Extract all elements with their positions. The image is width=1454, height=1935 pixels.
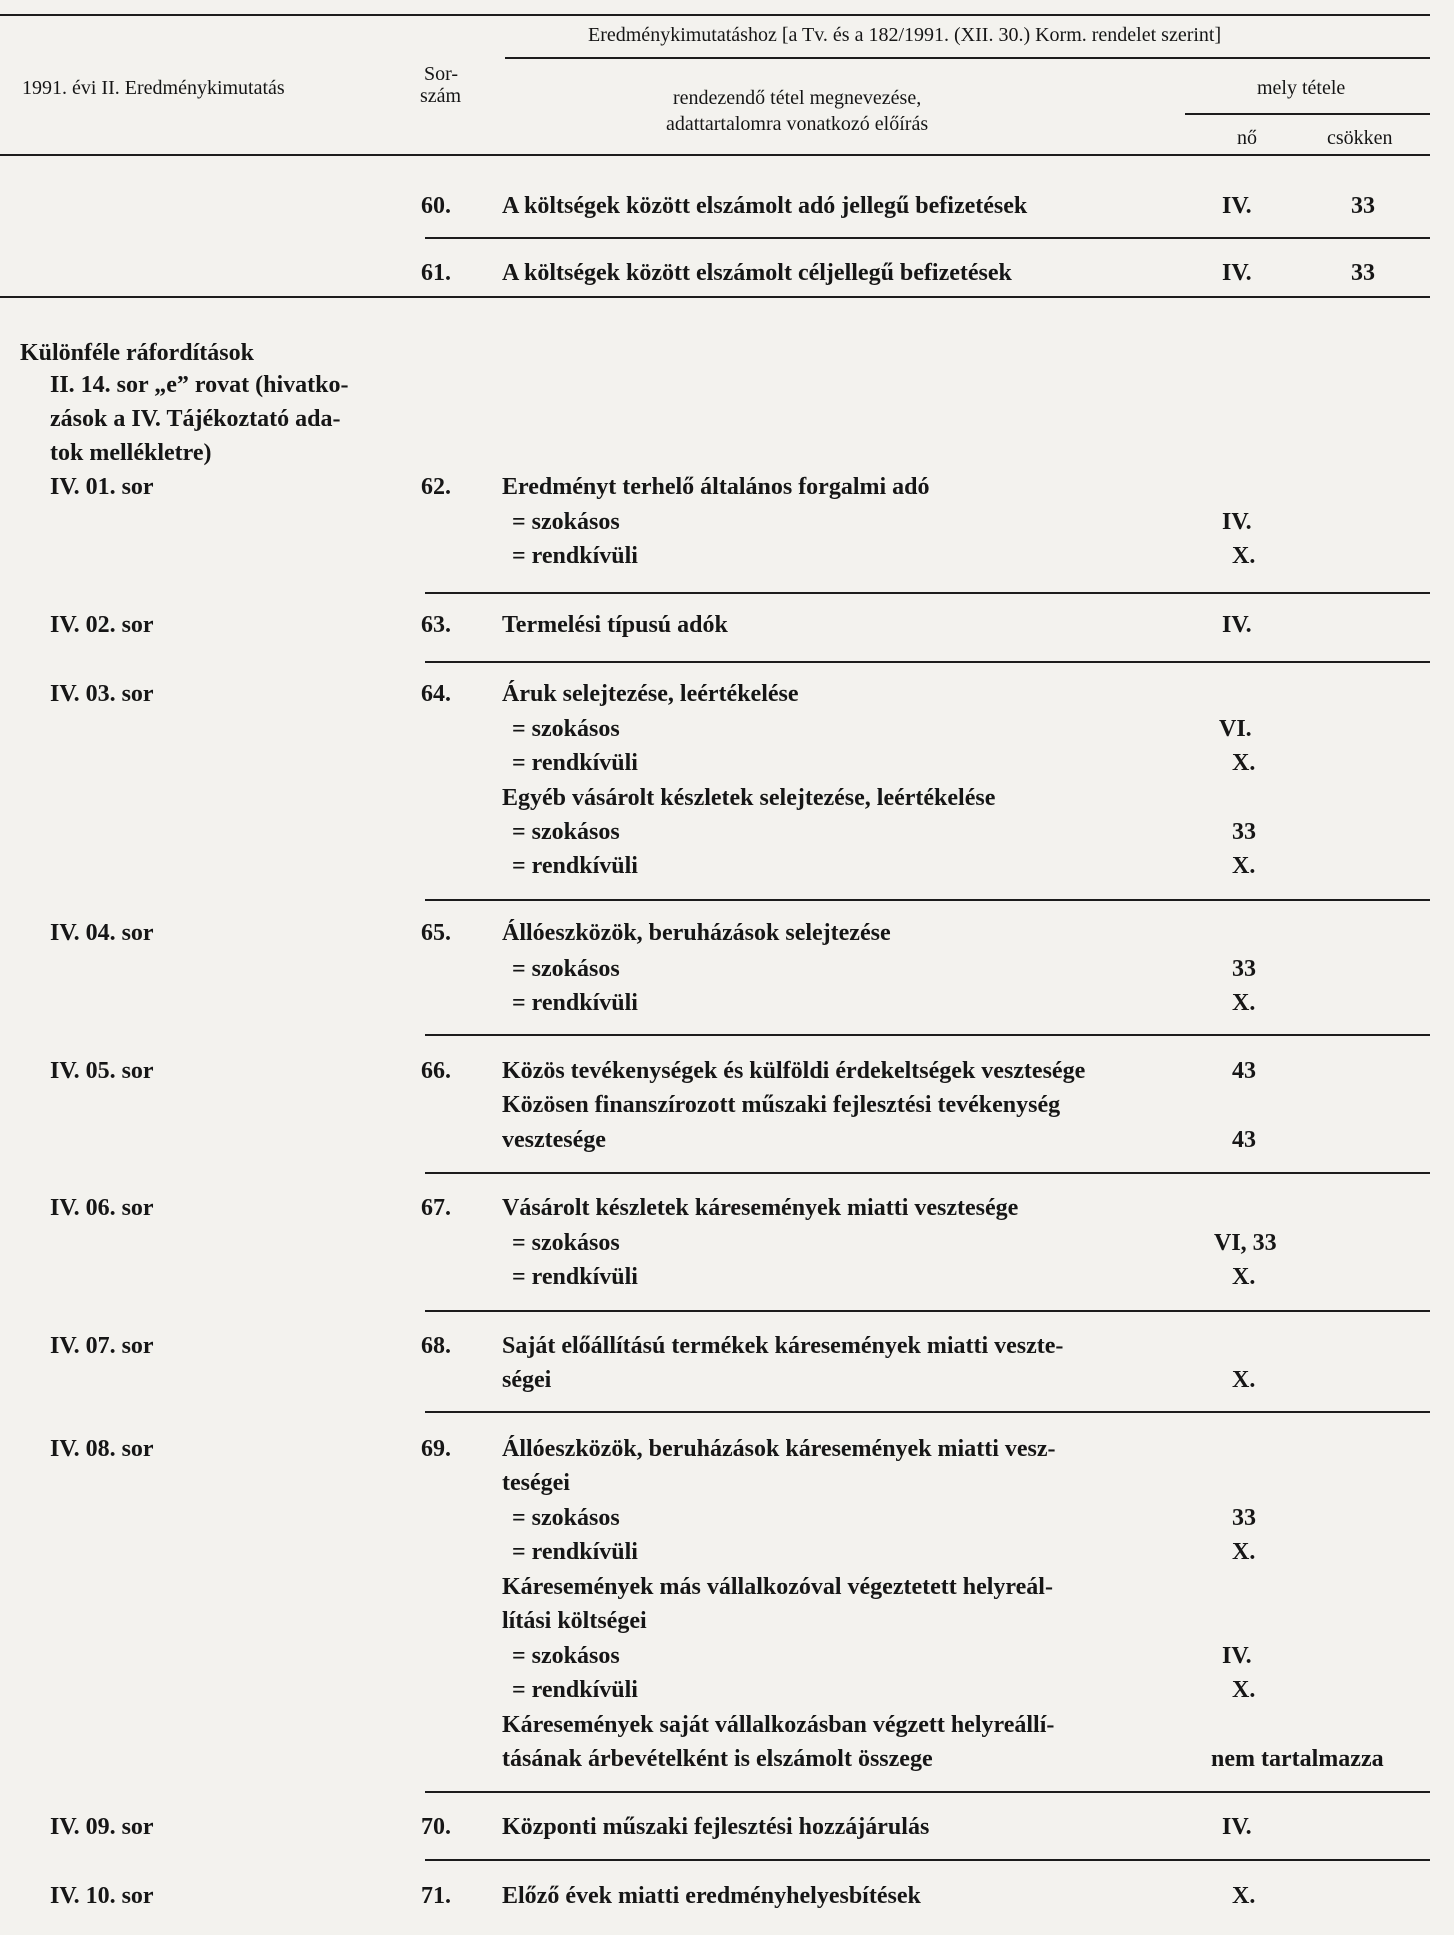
rule-62 [425, 592, 1430, 594]
row-69-sub-3: = szokásos [512, 1643, 620, 1669]
row-66-num: 66. [421, 1058, 451, 1084]
row-66-val-2: 43 [1232, 1127, 1256, 1153]
row-70-num: 70. [421, 1814, 451, 1840]
row-69-ref: IV. 08. sor [50, 1436, 154, 1462]
row-66-text-2b: vesztesége [502, 1127, 606, 1153]
row-67-text: Vásárolt készletek káresemények miatti vesztesége [502, 1195, 1019, 1221]
row-60-csokken: 33 [1351, 193, 1375, 219]
row-65-ref: IV. 04. sor [50, 920, 154, 946]
row-61-num: 61. [421, 260, 451, 286]
row-63-text: Termelési típusú adók [502, 612, 728, 638]
row-67-sub-1: = szokásos [512, 1230, 620, 1256]
section-line-4: tok mellékletre) [50, 440, 212, 466]
row-69-val-4: X. [1232, 1677, 1256, 1703]
rule-66 [425, 1172, 1430, 1174]
rule-header-bottom [0, 154, 1430, 156]
row-60-no: IV. [1222, 193, 1252, 219]
row-64-text: Áruk selejtezése, leértékelése [502, 681, 799, 707]
row-69-val-3: IV. [1222, 1643, 1252, 1669]
row-67-ref: IV. 06. sor [50, 1195, 154, 1221]
row-71-ref: IV. 10. sor [50, 1883, 154, 1909]
row-69-num: 69. [421, 1436, 451, 1462]
row-68-text-b: ségei [502, 1367, 552, 1393]
rule-header-sub [1185, 113, 1430, 115]
header-col2-a: Sor- [424, 63, 459, 85]
row-65-sub-2: = rendkívüli [512, 990, 638, 1016]
row-64-val-4: X. [1232, 853, 1256, 879]
row-69-val-1: 33 [1232, 1505, 1256, 1531]
section-title: Különféle ráfordítások [20, 340, 254, 366]
row-68-text-a: Saját előállítású termékek káresemények miatti veszte- [502, 1333, 1064, 1359]
row-66-val-1: 43 [1232, 1058, 1256, 1084]
row-64-ref: IV. 03. sor [50, 681, 154, 707]
header-col2-b: szám [420, 85, 462, 107]
row-62-text: Eredményt terhelő általános forgalmi adó [502, 474, 930, 500]
row-64-val-1: VI. [1219, 716, 1252, 742]
header-col4: mely tétele [1257, 77, 1346, 99]
row-64-val-3: 33 [1232, 819, 1256, 845]
row-69-text-3b: tásának árbevételként is elszámolt összege [502, 1746, 933, 1772]
row-67-num: 67. [421, 1195, 451, 1221]
row-64-sub-4: = rendkívüli [512, 853, 638, 879]
row-69-text-2a: Káresemények más vállalkozóval végeztetett helyreál- [502, 1574, 1053, 1600]
rule-68 [425, 1411, 1430, 1413]
rule-60 [425, 237, 1430, 239]
row-69-sub-1: = szokásos [512, 1505, 620, 1531]
row-71-num: 71. [421, 1883, 451, 1909]
row-70-text: Központi műszaki fejlesztési hozzájárulás [502, 1814, 930, 1840]
row-69-val-5: nem tartalmazza [1211, 1746, 1384, 1772]
section-line-3: zások a IV. Tájékoztató ada- [50, 406, 341, 432]
rule-65 [425, 1034, 1430, 1036]
row-69-val-2: X. [1232, 1539, 1256, 1565]
rule-top [0, 14, 1430, 16]
row-69-text-2b: lítási költségei [502, 1608, 647, 1634]
row-65-val-1: 33 [1232, 956, 1256, 982]
row-64-val-2: X. [1232, 750, 1256, 776]
row-68-ref: IV. 07. sor [50, 1333, 154, 1359]
row-62-sub-1: = szokásos [512, 509, 620, 535]
row-61-no: IV. [1222, 260, 1252, 286]
header-col1: 1991. évi II. Eredménykimutatás [22, 77, 285, 99]
row-71-val: X. [1232, 1883, 1256, 1909]
row-64-num: 64. [421, 681, 451, 707]
row-60-num: 60. [421, 193, 451, 219]
row-67-val-1: VI, 33 [1214, 1230, 1277, 1256]
row-67-val-2: X. [1232, 1264, 1256, 1290]
row-67-sub-2: = rendkívüli [512, 1264, 638, 1290]
row-62-val-1: IV. [1222, 509, 1252, 535]
row-65-num: 65. [421, 920, 451, 946]
row-66-text: Közös tevékenységek és külföldi érdekeltségek vesztesége [502, 1058, 1086, 1084]
row-68-num: 68. [421, 1333, 451, 1359]
row-69-text-3a: Káresemények saját vállalkozásban végzett helyreállí- [502, 1712, 1055, 1738]
row-64-sub-1: = szokásos [512, 716, 620, 742]
rule-70 [425, 1859, 1430, 1861]
header-col3-a: rendezendő tétel megnevezése, [673, 87, 922, 109]
row-62-ref: IV. 01. sor [50, 474, 154, 500]
row-62-val-2: X. [1232, 543, 1256, 569]
header-col4-csokken: csökken [1327, 127, 1393, 149]
row-63-val: IV. [1222, 612, 1252, 638]
header-top-title: Eredménykimutatáshoz [a Tv. és a 182/1991. (XII. 30.) Korm. rendelet szerint] [588, 24, 1222, 46]
row-64-text-2: Egyéb vásárolt készletek selejtezése, leértékelése [502, 785, 996, 811]
rule-64 [425, 899, 1430, 901]
row-71-text: Előző évek miatti eredményhelyesbítések [502, 1883, 921, 1909]
row-65-sub-1: = szokásos [512, 956, 620, 982]
row-61-csokken: 33 [1351, 260, 1375, 286]
section-line-2: II. 14. sor „e” rovat (hivatko- [50, 372, 349, 398]
row-63-num: 63. [421, 612, 451, 638]
row-62-sub-2: = rendkívüli [512, 543, 638, 569]
row-66-text-2a: Közösen finanszírozott műszaki fejlesztési tevékenység [502, 1092, 1061, 1118]
rule-63 [425, 661, 1430, 663]
header-col3-b: adattartalomra vonatkozó előírás [666, 113, 929, 135]
row-64-sub-2: = rendkívüli [512, 750, 638, 776]
rule-67 [425, 1310, 1430, 1312]
rule-header-mid [505, 57, 1430, 59]
rule-69 [425, 1791, 1430, 1793]
row-60-text: A költségek között elszámolt adó jellegű befizetések [502, 193, 1028, 219]
row-69-text-b: teségei [502, 1470, 570, 1496]
row-70-ref: IV. 09. sor [50, 1814, 154, 1840]
header-col4-no: nő [1237, 127, 1257, 149]
row-68-val: X. [1232, 1367, 1256, 1393]
row-69-sub-4: = rendkívüli [512, 1677, 638, 1703]
row-62-num: 62. [421, 474, 451, 500]
rule-61 [0, 296, 1430, 298]
row-65-text: Állóeszközök, beruházások selejtezése [502, 920, 891, 946]
row-64-sub-3: = szokásos [512, 819, 620, 845]
row-69-sub-2: = rendkívüli [512, 1539, 638, 1565]
row-65-val-2: X. [1232, 990, 1256, 1016]
row-69-text-a: Állóeszközök, beruházások káresemények miatti vesz- [502, 1436, 1056, 1462]
row-70-val: IV. [1222, 1814, 1252, 1840]
row-61-text: A költségek között elszámolt céljellegű befizetések [502, 260, 1012, 286]
row-66-ref: IV. 05. sor [50, 1058, 154, 1084]
row-63-ref: IV. 02. sor [50, 612, 154, 638]
